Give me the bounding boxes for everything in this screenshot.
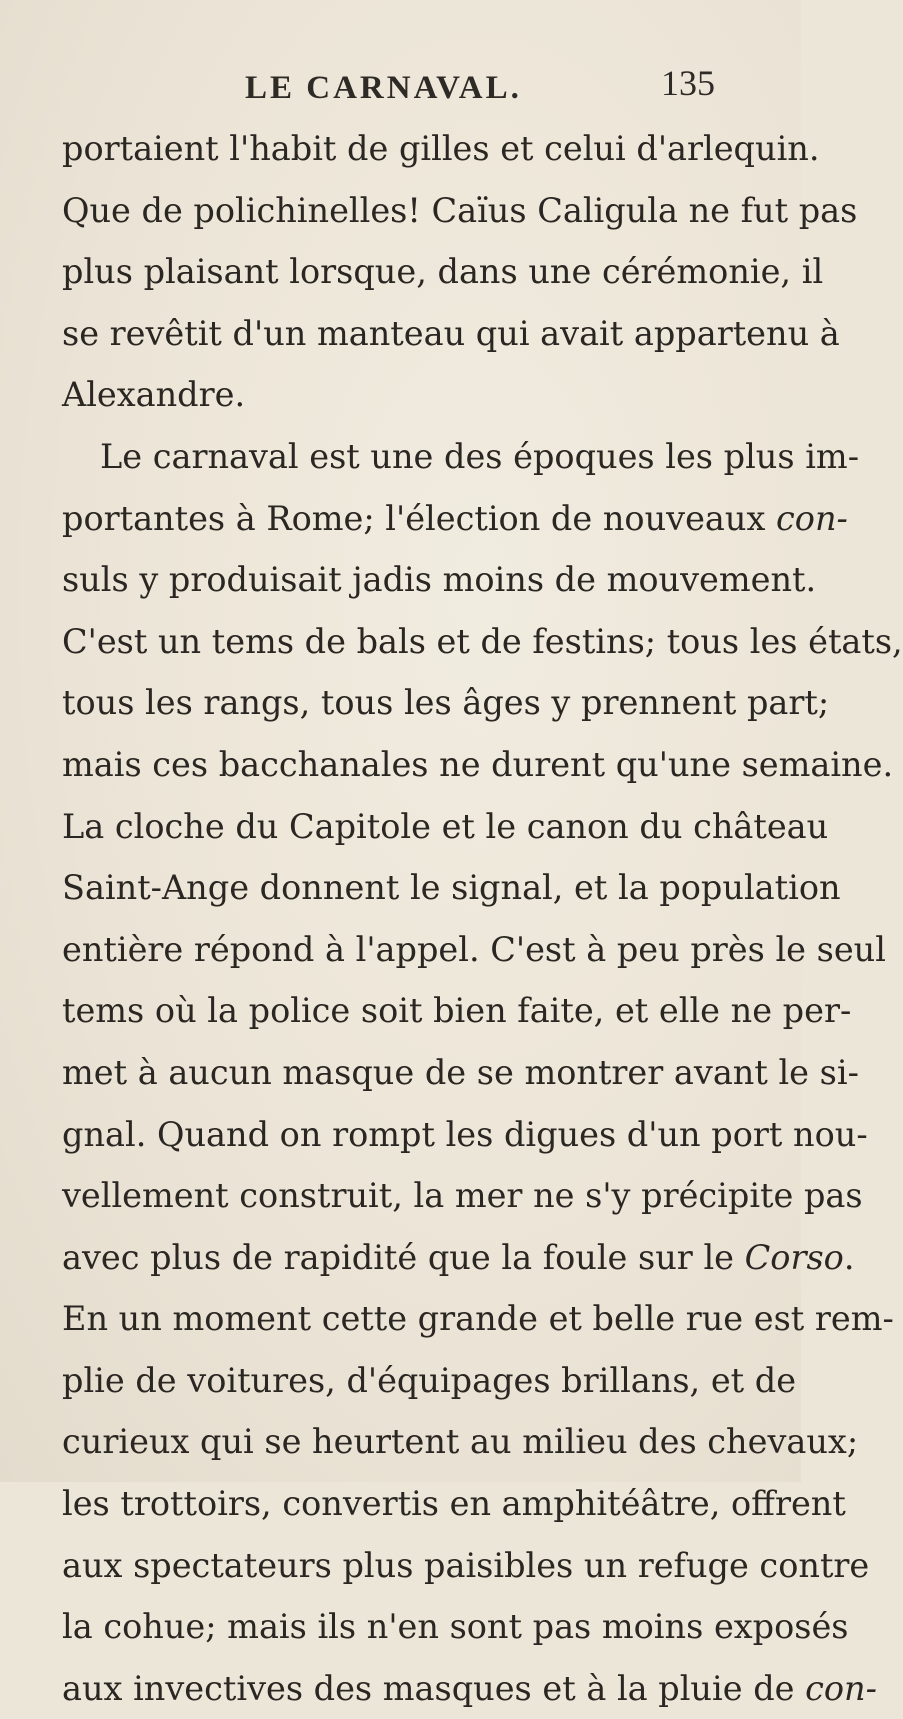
text-line: aux spectateurs plus paisibles un refuge contre [62,1545,870,1585]
text-line: suls y produisait jadis moins de mouvement. [62,560,817,600]
text-line: vellement construit, la mer ne s'y précipite pas [62,1176,863,1216]
text-line: met à aucun masque de se montrer avant le si- [62,1052,859,1092]
running-head [245,63,715,110]
text-line: la cohue; mais ils n'en sont pas moins exposés [62,1607,849,1647]
paragraph-start-line: Le carnaval est une des époques les plus im- [100,436,860,476]
italic-word: con- [805,1668,877,1708]
text-line: les trottoirs, convertis en amphitéâtre, offrent [62,1484,846,1524]
text-line: La cloche du Capitole et le canon du château [62,806,829,846]
text-line: plus plaisant lorsque, dans une cérémonie, il [62,252,824,292]
italic-word: con- [776,498,848,538]
body-text [62,118,903,1719]
text-line: entière répond à l'appel. C'est à peu près le seul [62,929,886,969]
text-line: aux invectives des masques et à la pluie de con- [62,1668,877,1708]
text-line: portantes à Rome; l'élection de nouveaux con- [62,498,848,538]
text-line: En un moment cette grande et belle rue est rem- [62,1299,894,1339]
text-line: plie de voitures, d'équipages brillans, et de [62,1360,797,1400]
text-line: portaient l'habit de gilles et celui d'arlequin. [62,129,820,168]
text-line: Que de polichinelles! Caïus Caligula ne fut pas [62,190,858,230]
text-line: tems où la police soit bien faite, et elle ne per- [62,991,852,1031]
text-line: se revêtit d'un manteau qui avait appartenu à [62,313,840,353]
text-line: tous les rangs, tous les âges y prennent part; [62,683,830,723]
text-line: mais ces bacchanales ne durent qu'une semaine. [62,744,894,784]
text-line: curieux qui se heurtent au milieu des chevaux; [62,1422,859,1462]
running-title: LE CARNAVAL. [245,70,522,106]
text-line: C'est un tems de bals et de festins; tous les états, [62,621,903,661]
text-line: avec plus de rapidité que la foule sur le Corso. [62,1237,855,1277]
text-line: gnal. Quand on rompt les digues d'un port nou- [62,1114,868,1154]
page-number: 135 [661,63,715,103]
text-line: Saint-Ange donnent le signal, et la population [62,868,841,908]
text-line: Alexandre. [62,375,246,415]
italic-word: Corso [744,1237,844,1277]
